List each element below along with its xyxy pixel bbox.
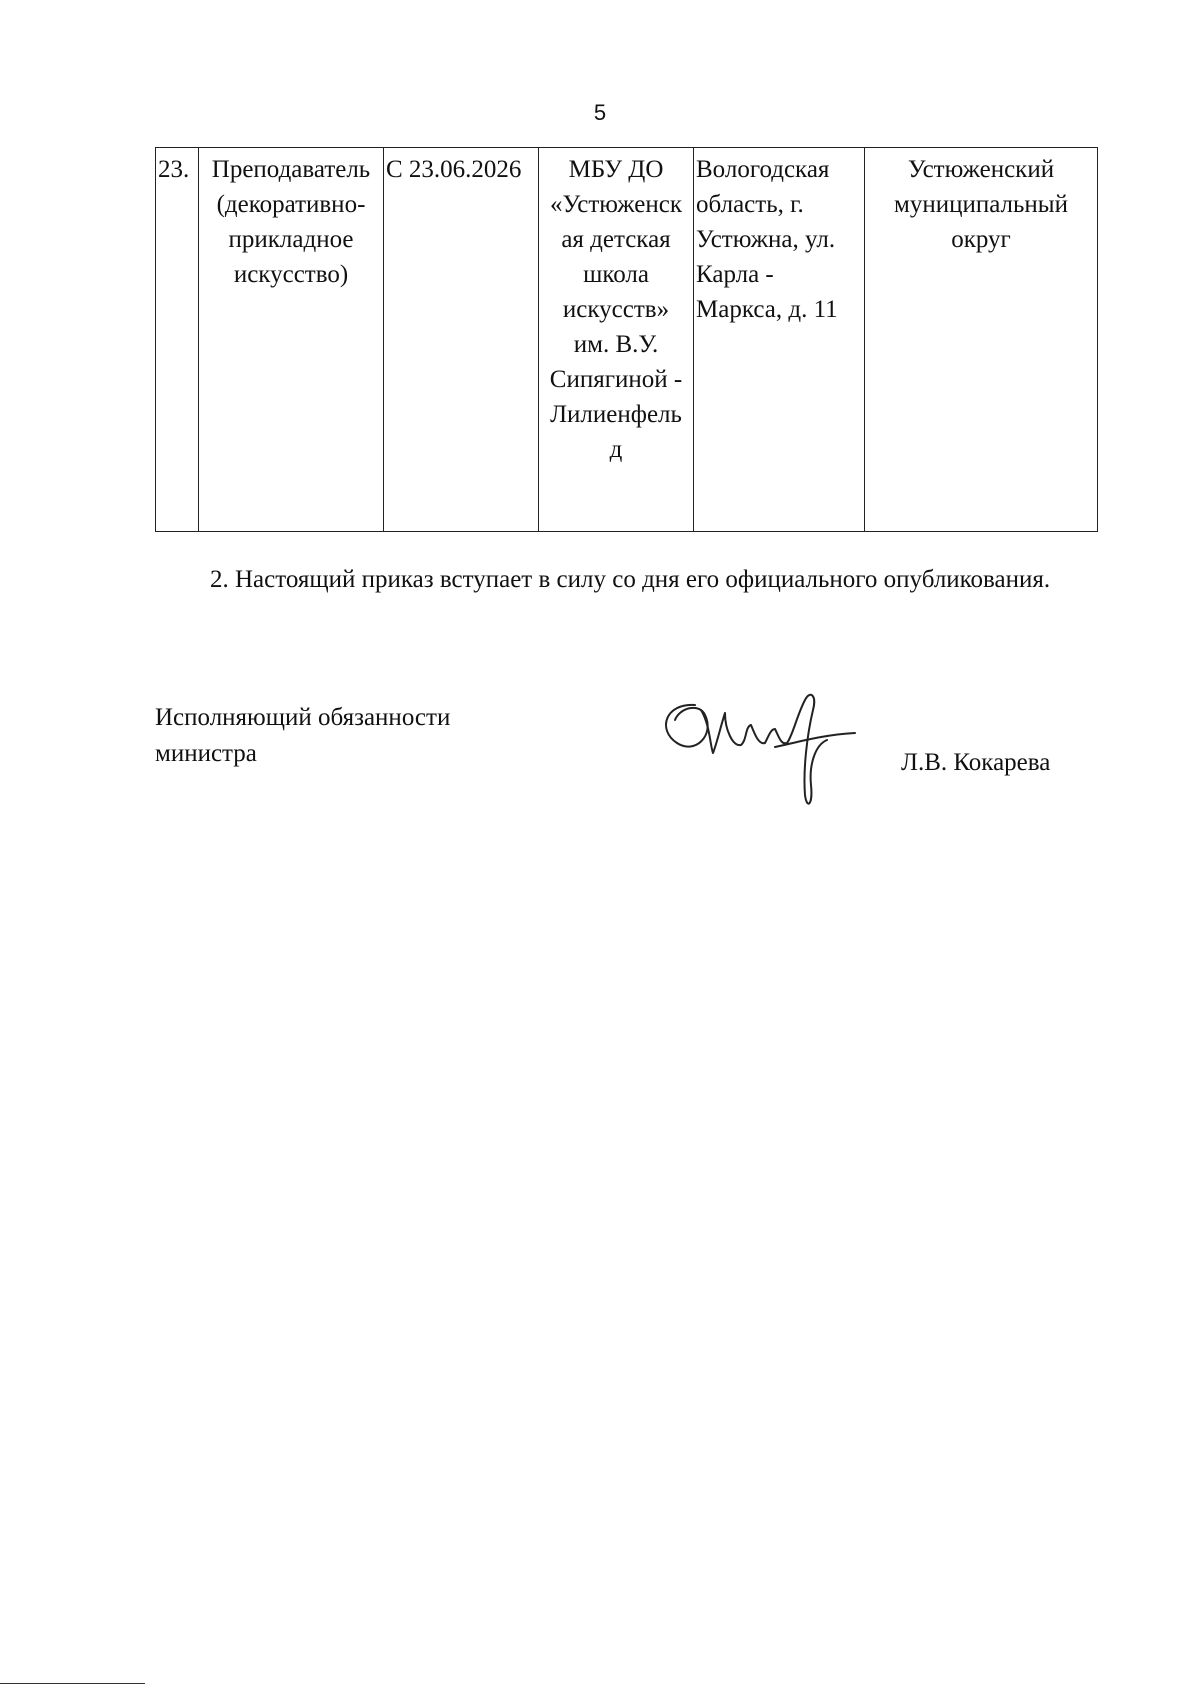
organization-line: д — [609, 436, 623, 463]
position-line: (декоративно- — [216, 191, 366, 218]
position-line: искусство) — [233, 261, 349, 288]
organization-line: «Устюженск — [550, 191, 682, 218]
signatory-role — [155, 700, 450, 772]
address-line: область, г. — [696, 191, 804, 218]
organization-cell — [539, 148, 694, 532]
signatory-name: Л.В. Кокарева — [901, 749, 1051, 776]
address-line: Устюжна, ул. — [696, 226, 836, 253]
signatory-role-line: Исполняющий обязанности — [155, 704, 451, 731]
position-cell — [199, 148, 384, 532]
organization-line: школа — [583, 261, 649, 288]
district-line: Устюженский — [907, 156, 1055, 183]
position-line: Преподаватель — [211, 156, 371, 183]
handwritten-signature — [655, 685, 895, 815]
row-number-cell — [156, 148, 199, 532]
signatory-role-line: министра — [155, 740, 257, 767]
district-cell — [865, 148, 1098, 532]
organization-line: МБУ ДО — [568, 156, 664, 183]
address-cell — [694, 148, 865, 532]
address-line: Вологодская — [696, 156, 830, 183]
organization-line: Лилиенфель — [550, 401, 682, 428]
address-line: Маркса, д. 11 — [696, 296, 838, 323]
district-line: муниципальный — [894, 191, 1068, 218]
position-line: прикладное — [228, 226, 354, 253]
page-number: 5 — [593, 100, 607, 125]
organization-line: Сипягиной - — [549, 366, 683, 393]
district-line: округ — [951, 226, 1011, 253]
organization-line: ая детская — [561, 226, 671, 253]
address-line: Карла - — [696, 261, 774, 288]
row-number: 23. — [158, 156, 190, 183]
order-effective-paragraph — [155, 562, 1098, 598]
organization-line: им. В.У. — [573, 331, 659, 358]
paragraph-text: 2. Настоящий приказ вступает в силу со дня его официального опубликования. — [210, 566, 1051, 593]
vacancy-table — [155, 147, 1098, 532]
organization-line: искусств» — [562, 296, 670, 323]
footer-divider — [0, 1683, 145, 1684]
start-date: С 23.06.2026 — [386, 156, 522, 183]
table-row — [156, 148, 1098, 532]
date-cell — [384, 148, 539, 532]
